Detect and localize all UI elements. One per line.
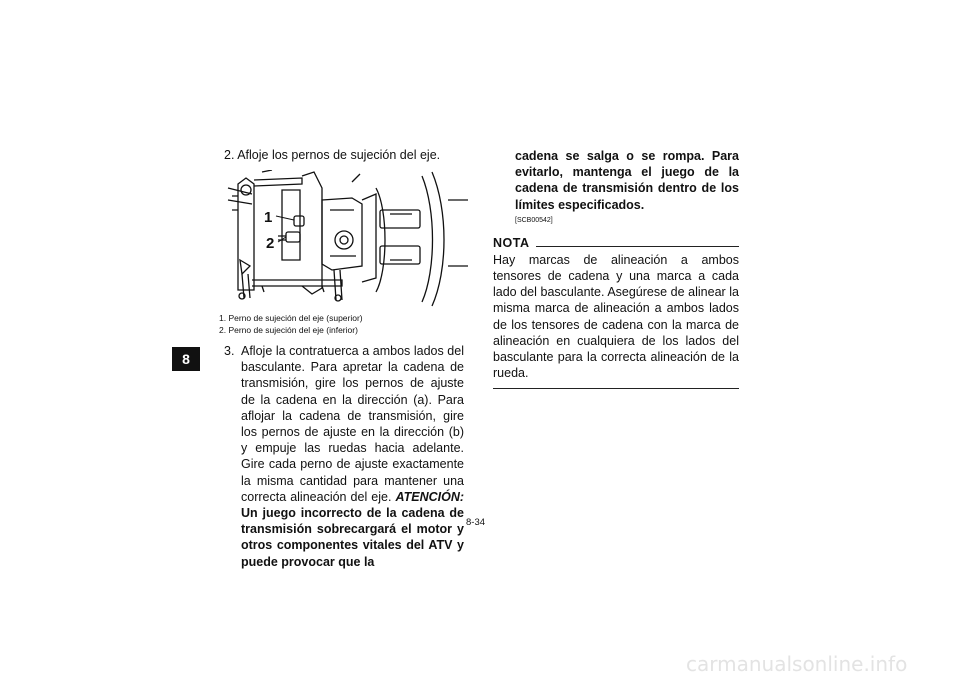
step-3-block: [224, 343, 464, 570]
callout-1: 1: [264, 209, 273, 226]
step-2-text: 2. Afloje los pernos de sujeción del eje.: [224, 148, 441, 162]
nota-text: Hay marcas de alineación a ambos tensores de cadena y una marca a cada lado del basculante. Asegúrese de alinear la misma marca de alineación a ambos lados de los tensores de cadena con la marca de alineación en cualquiera de los lados del basculante para la correcta alineación de la rueda.: [493, 252, 739, 381]
nota-rule: [536, 246, 740, 247]
caution-text: Un juego incorrecto de la cadena de transmisión sobrecargará el motor y otros componentes vitales del ATV y puede provocar que la: [241, 506, 464, 569]
axle-illustration-svg: [222, 170, 468, 308]
nota-end-rule: [493, 388, 739, 389]
right-column: [493, 148, 739, 389]
step-3-number: 3.: [224, 344, 235, 358]
page-number: 8-34: [466, 517, 486, 528]
watermark: carmanualsonline.info: [686, 652, 908, 676]
step-3-text: Afloje la contratuerca a ambos lados del basculante. Para apretar la cadena de transmisión, gire los pernos de ajuste de la cadena en la dirección (a). Para aflojar la cadena de transmisión, gire los pernos de ajuste en la dirección (b) y empuje las ruedas hacia adelante. Gire cada perno de ajuste exactamente la misma cantidad para mantener una correcta alineación del eje.: [241, 344, 464, 504]
axle-bolts-illustration: [222, 170, 468, 308]
nota-label: NOTA: [493, 235, 530, 250]
reference-code: [SCB00542]: [515, 216, 553, 224]
caution-label: ATENCIÓN:: [395, 489, 465, 504]
nota-header: [493, 236, 739, 250]
step-3-body: [241, 343, 464, 570]
callout-2: 2: [266, 235, 275, 252]
caution-continued: cadena se salga o se rompa. Para evitarlo, mantenga el juego de la cadena de transmisión dentro de los límites especificados.: [515, 149, 739, 212]
caption-1: 1. Perno de sujeción del eje (superior): [219, 313, 363, 323]
chapter-tab: 8: [172, 347, 200, 371]
figure-captions: [219, 312, 363, 336]
caption-2: 2. Perno de sujeción del eje (inferior): [219, 325, 358, 335]
